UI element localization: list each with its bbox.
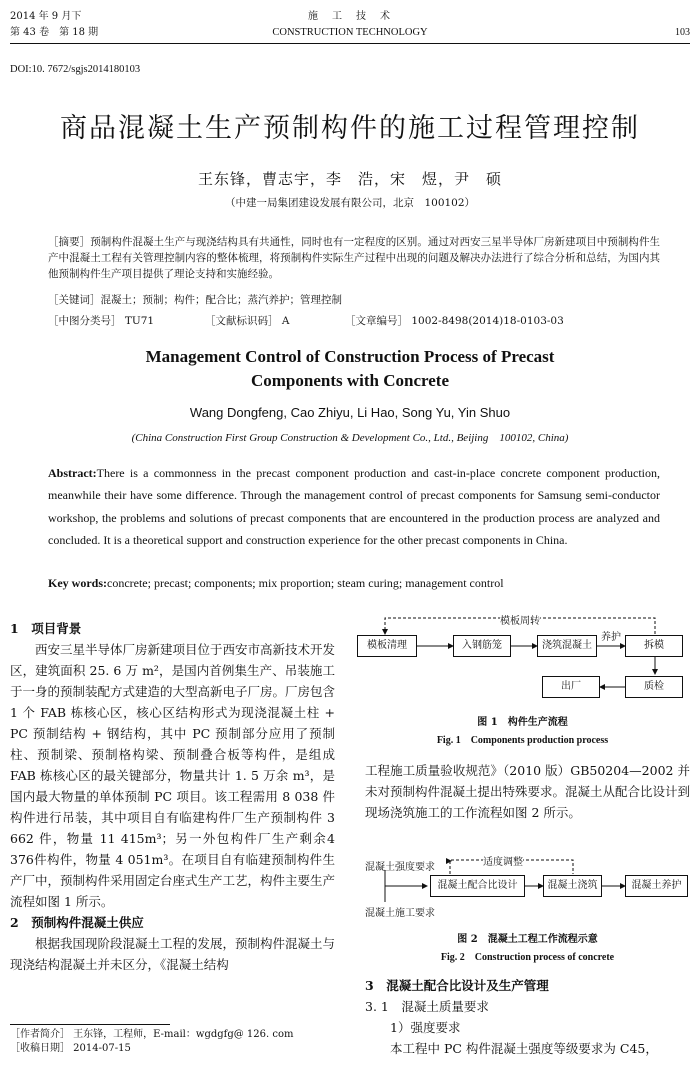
- fig2-adjust-label: 适度调整: [483, 853, 523, 868]
- right-column-top: [365, 760, 690, 823]
- figure-2-caption-en: Fig. 2 Construction process of concrete: [440, 952, 615, 963]
- left-column: [10, 618, 335, 975]
- clc-label: ［中图分类号］: [48, 315, 122, 327]
- doc-code: [205, 313, 289, 329]
- keywords-en-text: concrete; precast; components; mix proportion; steam curing; management control: [107, 576, 504, 590]
- article-value: 1002-8498(2014)18-0103-03: [411, 315, 564, 327]
- header-volume: 第 43 卷 第 18 期: [10, 27, 99, 38]
- figure-1-cycle-label: 模板周转: [500, 612, 540, 627]
- right-column-bottom: [365, 975, 690, 1059]
- abstract-cn-label: ［摘要］: [48, 236, 91, 248]
- abstract-en-text: There is a commonness in the precast component production and cast-in-place concrete component production, meanwhile their have some difference. Through the management control of precast components for Samsung semi-conductor workshop, the problems and solutions of precast components that are encountered in the production process are analyzed and concluded. It is a theoretical support and construction experience for the other precast components in China.: [48, 466, 660, 548]
- header-journal-cn: 施 工 技 术: [308, 11, 392, 22]
- figure-1-caption-en: Fig. 1 Components production process: [436, 735, 609, 746]
- header-page-number: 103: [675, 27, 690, 38]
- footnote-received: ［收稿日期］ 2014-07-15: [10, 1043, 131, 1054]
- fig2-strength-requirement: 混凝土强度要求: [365, 862, 435, 873]
- figure-1-diagram: [355, 610, 690, 710]
- clc-value: TU71: [124, 315, 155, 327]
- abstract-en: [48, 462, 660, 552]
- affiliation-en: (China Construction First Group Construction & Development Co., Ltd., Beijing 100102, China): [131, 432, 569, 444]
- keywords-en: [48, 572, 660, 594]
- fig1-box-rebar-cage: 入钢筋笼: [453, 635, 511, 657]
- keywords-en-label: Key words:: [48, 576, 107, 590]
- doc-value: A: [281, 315, 290, 327]
- authors-en: Wang Dongfeng, Cao Zhiyu, Li Hao, Song Yu, Yin Shuo: [189, 405, 511, 420]
- right-paragraph-1: 工程施工质量验收规范》（2010 版）GB50204—2002 并未对预制构件混凝土提出特殊要求。混凝土从配合比设计到现场浇筑施工的工作流程如图 2 所示。: [365, 763, 691, 820]
- keywords-cn: [48, 292, 660, 308]
- figure-2-diagram: [365, 846, 690, 922]
- section-2-heading: 2 预制构件混凝土供应: [10, 915, 144, 930]
- keywords-cn-text: 混凝土；预制；构件；配合比；蒸汽养护；管理控制: [100, 294, 342, 306]
- footnote-rule: [10, 1024, 170, 1025]
- fig2-construction-requirement: 混凝土施工要求: [365, 908, 435, 919]
- abstract-cn: [48, 234, 660, 282]
- section-1-heading: 1 项目背景: [10, 621, 82, 636]
- section-1-paragraph: 西安三星半导体厂房新建项目位于西安市高新技术开发区，建筑面积 25. 6 万 m²，是国内首例集生产、吊装施工于一身的预制装配方式建造的大型高新电子厂房。厂房包含 1 个 FAB 栋核心区，核心区结构形式为现浇混凝土柱 + PC 预制结构 + 钢结构，其中 PC 预制部分应用了预制柱、预制梁、预制格构梁、预制叠合板等构件，是组成 FAB 栋核心区的最关键部分，物量共计 1. 5 万余 m³，是国内最大物量的单体预制 PC 项目。该工程需用 8 038 件构件进行吊装，其中项目自有临建构件厂生产预制构件 3 662 件，物量 11 415m³；另一外包构件厂生产剩余4 376件构件，物量 4 051m³。在项目自有临建预制构件生产厂中，预制构件采用固定台座式生产工艺，构件主要生产流程如图 1 所示。: [10, 642, 336, 909]
- fig1-box-concrete-pouring: 浇筑混凝土: [537, 635, 597, 657]
- doi: DOI:10. 7672/sgjs2014180103: [10, 64, 141, 75]
- section-2-paragraph: 根据我国现阶段混凝土工程的发展，预制构件混凝土与现浇结构混凝土并未区分，《混凝土结构: [10, 936, 336, 972]
- fig2-box-mix-design: 混凝土配合比设计: [430, 875, 525, 897]
- fig2-box-pouring: 混凝土浇筑: [543, 875, 602, 897]
- item-strength-requirement: 1）强度要求: [390, 1020, 461, 1035]
- doc-label: ［文献标识码］: [205, 315, 279, 327]
- figure-1-caption-cn: 图 1 构件生产流程: [477, 717, 568, 728]
- abstract-en-label: Abstract:: [48, 466, 97, 480]
- affiliation-cn: （中建一局集团建设发展有限公司，北京 100102）: [224, 197, 476, 209]
- section-3-1-heading: 3. 1 混凝土质量要求: [365, 999, 489, 1014]
- header-rule: [10, 43, 690, 44]
- right-paragraph-2: 本工程中 PC 构件混凝土强度等级要求为 C45，: [390, 1041, 658, 1056]
- fig1-box-delivery: 出厂: [542, 676, 600, 698]
- authors-cn: 王东锋，曹志宇，李 浩，宋 煜，尹 硕: [197, 170, 502, 188]
- title-cn: 商品混凝土生产预制构件的施工过程管理控制: [60, 113, 640, 144]
- article-label: ［文章编号］: [345, 315, 408, 327]
- header-journal-en: CONSTRUCTION TECHNOLOGY: [272, 27, 428, 38]
- fig1-box-formwork-cleaning: 模板清理: [357, 635, 417, 657]
- title-en: Management Control of Construction Process of Precast Components with Concrete: [145, 347, 555, 390]
- footnote-author: ［作者简介］ 王东锋，工程师，E-mail：wgdgfg@ 126. com: [10, 1029, 294, 1040]
- fig1-box-demolding: 拆模: [625, 635, 683, 657]
- article-number: [345, 313, 564, 329]
- fig2-box-curing: 混凝土养护: [625, 875, 688, 897]
- abstract-cn-text: 预制构件混凝土生产与现浇结构具有共通性，同时也有一定程度的区别。通过对西安三星半导体厂房新建项目中预制构件生产中混凝土工程有关管理控制内容的整体梳理，将预制构件实际生产过程中出现的问题及解决办法进行了综合分析和总结，为国内其他预制构件生产项目提供了理论支持和实施经验。: [48, 236, 661, 280]
- keywords-cn-label: ［关键词］: [48, 294, 101, 306]
- header-date: 2014 年 9 月下: [10, 11, 82, 22]
- fig1-box-inspection: 质检: [625, 676, 683, 698]
- figure-2-caption-cn: 图 2 混凝土工程工作流程示意: [457, 934, 598, 945]
- fig1-curing-label: 养护: [601, 628, 621, 643]
- section-3-heading: 3 混凝土配合比设计及生产管理: [365, 978, 549, 993]
